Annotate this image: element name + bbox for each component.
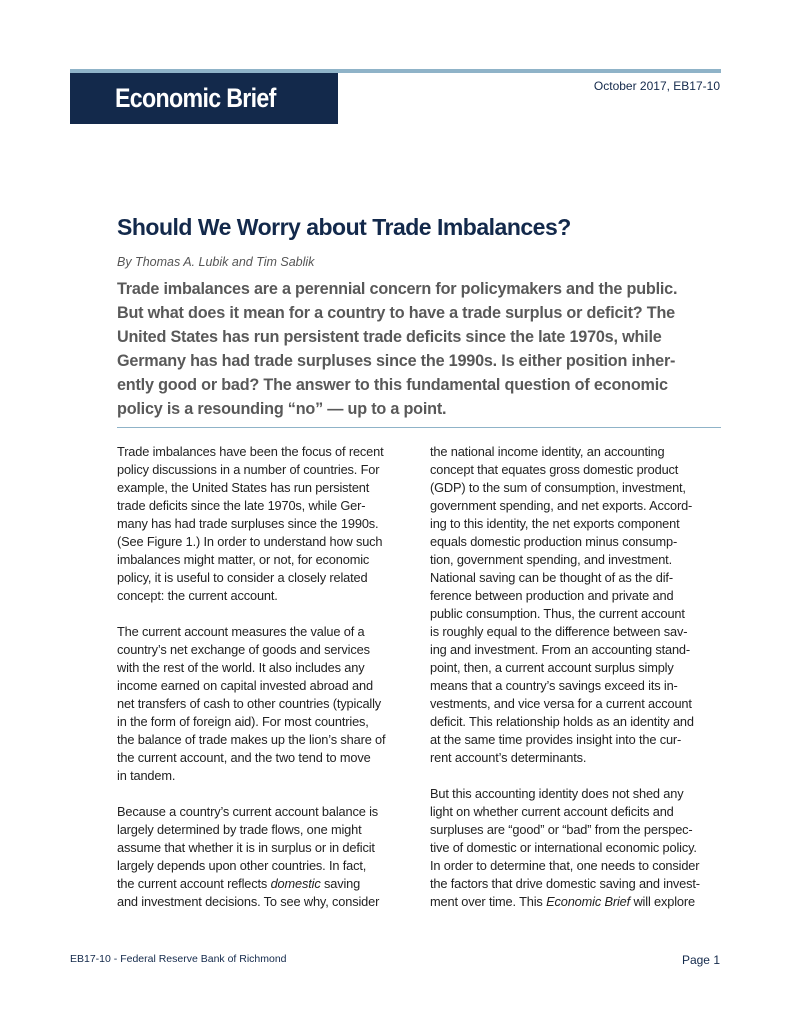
body-column-right — [430, 443, 722, 911]
body-line: public consumption. Thus, the current account — [430, 606, 685, 621]
body-line: assume that whether it is in surplus or in deficit — [117, 840, 375, 855]
lede-line: But what does it mean for a country to have a trade surplus or deficit? The — [117, 304, 675, 322]
body-line: example, the United States has run persistent — [117, 480, 370, 495]
italic-text: Economic Brief — [546, 894, 631, 909]
body-line: largely depends upon other countries. In fact, — [117, 858, 367, 873]
masthead — [70, 73, 338, 124]
body-text: the current account reflects — [117, 876, 271, 891]
lede-line: Trade imbalances are a perennial concern for policymakers and the public. — [117, 280, 678, 298]
body-line: the factors that drive domestic saving and invest- — [430, 876, 700, 891]
body-line: deficit. This relationship holds as an identity and — [430, 714, 694, 729]
page-number: Page 1 — [681, 953, 720, 967]
footer-source: EB17-10 - Federal Reserve Bank of Richmond — [70, 953, 287, 965]
article-title: Should We Worry about Trade Imbalances? — [117, 214, 571, 240]
body-line: imbalances might matter, or not, for economic — [117, 552, 370, 567]
body-line: vestments, and vice versa for a current account — [430, 696, 692, 711]
issue-date: October 2017, EB17-10 — [593, 79, 720, 93]
lede-divider — [117, 427, 721, 428]
body-line: and investment decisions. To see why, consider — [117, 894, 380, 909]
body-line: means that a country’s savings exceed its in- — [430, 678, 678, 693]
body-line: In order to determine that, one needs to consider — [430, 858, 700, 873]
paragraph-gap — [430, 767, 722, 785]
body-line: ing to this identity, the net exports component — [430, 516, 680, 531]
body-line: light on whether current account deficits and — [430, 804, 674, 819]
body-line: largely determined by trade flows, one might — [117, 822, 362, 837]
body-line: concept that equates gross domestic product — [430, 462, 679, 477]
lede-line: Germany has had trade surpluses since the 1990s. Is either position inher- — [117, 352, 676, 370]
body-line: the balance of trade makes up the lion’s share of — [117, 732, 386, 747]
body-line: National saving can be thought of as the dif- — [430, 570, 673, 585]
paragraph-gap — [117, 605, 409, 623]
body-column-left — [117, 443, 409, 911]
publication-title: Economic Brief — [115, 83, 276, 113]
paragraph-gap — [117, 785, 409, 803]
body-line — [117, 875, 409, 893]
body-line: in the form of foreign aid). For most countries, — [117, 714, 369, 729]
body-line: ference between production and private and — [430, 588, 674, 603]
body-line: country’s net exchange of goods and services — [117, 642, 370, 657]
body-line: equals domestic production minus consump- — [430, 534, 678, 549]
body-line: surpluses are “good” or “bad” from the perspec- — [430, 822, 693, 837]
body-text: will explore — [630, 894, 695, 909]
body-line: (See Figure 1.) In order to understand how such — [117, 534, 383, 549]
body-line — [430, 893, 722, 911]
body-line: rent account’s determinants. — [430, 750, 587, 765]
body-line: Because a country’s current account balance is — [117, 804, 379, 819]
body-line: tion, government spending, and investment. — [430, 552, 672, 567]
body-line: income earned on capital invested abroad and — [117, 678, 373, 693]
body-line: net transfers of cash to other countries (typically — [117, 696, 382, 711]
body-line: in tandem. — [117, 768, 176, 783]
body-line: trade deficits since the late 1970s, while Ger- — [117, 498, 366, 513]
body-line: tive of domestic or international economic policy. — [430, 840, 697, 855]
body-text: saving — [320, 876, 361, 891]
body-line: with the rest of the world. It also includes any — [117, 660, 365, 675]
body-line: many has had trade surpluses since the 1990s. — [117, 516, 379, 531]
body-line: (GDP) to the sum of consumption, investment, — [430, 480, 686, 495]
body-line: ing and investment. From an accounting stand- — [430, 642, 690, 657]
lede-line: policy is a resounding “no” — up to a point. — [117, 400, 447, 418]
body-text: ment over time. This — [430, 894, 547, 909]
body-line: is roughly equal to the difference between sav- — [430, 624, 688, 639]
body-line: But this accounting identity does not shed any — [430, 786, 684, 801]
body-line: point, then, a current account surplus simply — [430, 660, 674, 675]
lede-line: United States has run persistent trade deficits since the late 1970s, while — [117, 328, 662, 346]
body-line: policy discussions in a number of countries. For — [117, 462, 380, 477]
lede — [117, 277, 727, 421]
body-line: government spending, and net exports. Accord- — [430, 498, 693, 513]
lede-line: ently good or bad? The answer to this fundamental question of economic — [117, 376, 668, 394]
body-line: The current account measures the value of a — [117, 624, 365, 639]
italic-text: domestic — [270, 876, 321, 891]
body-line: Trade imbalances have been the focus of recent — [117, 444, 384, 459]
body-line: policy, it is useful to consider a closely related — [117, 570, 368, 585]
byline: By Thomas A. Lubik and Tim Sablik — [117, 255, 315, 269]
body-line: concept: the current account. — [117, 588, 278, 603]
body-line: the current account, and the two tend to move — [117, 750, 371, 765]
body-line: at the same time provides insight into the cur- — [430, 732, 682, 747]
body-line: the national income identity, an accounting — [430, 444, 665, 459]
